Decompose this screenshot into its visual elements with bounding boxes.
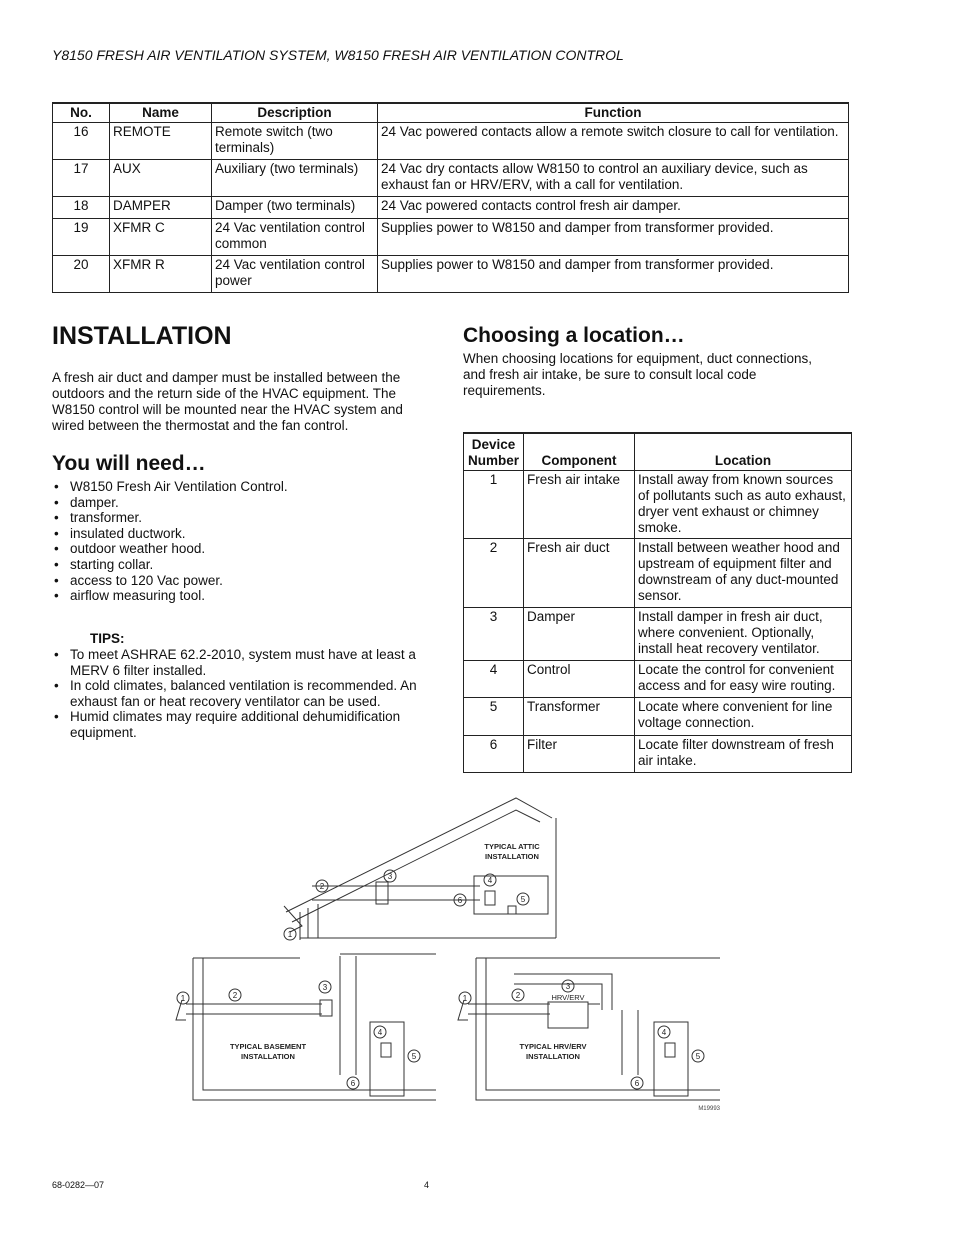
list-item: • starting collar. (52, 557, 432, 573)
callout-3: 3 (322, 983, 328, 992)
list-item: • To meet ASHRAE 62.2-2010, system must have at least a MERV 6 filter installed. (52, 647, 434, 678)
basement-label-line-2: INSTALLATION (241, 1052, 295, 1061)
list-item: • outdoor weather hood. (52, 541, 432, 557)
table-row: 19 XFMR C 24 Vac ventilation control common Supplies power to W8150 and damper from transformer provided. (53, 219, 849, 256)
list-item: • In cold climates, balanced ventilation is recommended. An exhaust fan or heat recovery ventilator can be used. (52, 678, 434, 709)
list-item: • access to 120 Vac power. (52, 573, 432, 589)
callout-6: 6 (457, 896, 463, 905)
callout-5: 5 (411, 1052, 417, 1061)
callout-5: 5 (520, 895, 526, 904)
choosing-location-heading: Choosing a location… (463, 324, 685, 347)
table-row: 1 Fresh air intake Install away from known sources of pollutants such as auto exhaust, dryer vent exhaust or chimney smoke. (464, 470, 852, 538)
callout-5: 5 (695, 1052, 701, 1061)
callout-3: 3 (565, 982, 571, 991)
col-header-location: Location (635, 433, 852, 470)
col-header-function: Function (378, 103, 849, 123)
table-row: 16 REMOTE Remote switch (two terminals) 24 Vac powered contacts allow a remote switch closure to call for ventilation. (53, 123, 849, 160)
callout-6: 6 (634, 1079, 640, 1088)
choosing-location-intro: When choosing locations for equipment, duct connections, and fresh air intake, be sure to consult local code requirements. (463, 351, 812, 398)
installation-heading: INSTALLATION (52, 322, 232, 350)
col-header-device-number: Device Number (464, 433, 524, 470)
callout-1: 1 (180, 994, 186, 1003)
col-header-name: Name (110, 103, 212, 123)
doc-number: 68-0282—07 (52, 1180, 105, 1190)
table-row: 2 Fresh air duct Install between weather hood and upstream of equipment filter and downstream of any duct-mounted sensor. (464, 538, 852, 607)
callout-4: 4 (487, 876, 493, 885)
list-item: • W8150 Fresh Air Ventilation Control. (52, 479, 432, 495)
hrv-label-line-1: TYPICAL HRV/ERV (519, 1042, 587, 1051)
table-row: 3 Damper Install damper in fresh air duct, where convenient. Optionally, install heat recovery ventilator. (464, 607, 852, 660)
col-header-description: Description (212, 103, 378, 123)
attic-label-line-1: TYPICAL ATTIC (484, 842, 540, 851)
callout-6: 6 (350, 1079, 356, 1088)
table-row: 20 XFMR R 24 Vac ventilation control power Supplies power to W8150 and damper from transformer provided. (53, 256, 849, 293)
col-header-no: No. (53, 103, 110, 123)
list-item: • damper. (52, 495, 432, 511)
attic-label-line-2: INSTALLATION (485, 852, 539, 861)
callout-1: 1 (462, 994, 468, 1003)
table-row: 6 Filter Locate filter downstream of fresh air intake. (464, 735, 852, 772)
table-row: 17 AUX Auxiliary (two terminals) 24 Vac dry contacts allow W8150 to control an auxiliary device, such as exhaust fan or HRV/ERV, with a call for ventilation. (53, 160, 849, 197)
callout-1: 1 (287, 930, 293, 939)
you-will-need-heading: You will need… (52, 452, 206, 475)
table-row: 4 Control Locate the control for convenient access and for easy wire routing. (464, 660, 852, 697)
list-item: • airflow measuring tool. (52, 588, 432, 604)
callout-3: 3 (387, 872, 393, 881)
list-item: • insulated ductwork. (52, 526, 432, 542)
list-item: • Humid climates may require additional dehumidification equipment. (52, 709, 434, 740)
callout-2: 2 (515, 991, 521, 1000)
table-row: 18 DAMPER Damper (two terminals) 24 Vac powered contacts control fresh air damper. (53, 197, 849, 219)
hrv-box-label: HRV/ERV (551, 993, 585, 1002)
callout-2: 2 (319, 882, 325, 891)
running-header: Y8150 FRESH AIR VENTILATION SYSTEM, W8150 FRESH AIR VENTILATION CONTROL (52, 47, 624, 63)
figure-id: M19993 (698, 1106, 720, 1112)
callout-2: 2 (232, 991, 238, 1000)
installation-intro: A fresh air duct and damper must be installed between the outdoors and the return side of the HVAC equipment. The W8150 control will be mounted near the HVAC system and wired between the thermostat and the fan control. (52, 370, 403, 433)
col-header-component: Component (524, 433, 635, 470)
tips-heading: TIPS: (90, 631, 125, 646)
page-number: 4 (424, 1180, 430, 1190)
callout-4: 4 (661, 1028, 667, 1037)
table-row: 5 Transformer Locate where convenient for line voltage connection. (464, 697, 852, 735)
basement-label-line-1: TYPICAL BASEMENT (229, 1042, 307, 1051)
hrv-label-line-2: INSTALLATION (526, 1052, 580, 1061)
list-item: • transformer. (52, 510, 432, 526)
callout-4: 4 (377, 1028, 383, 1037)
